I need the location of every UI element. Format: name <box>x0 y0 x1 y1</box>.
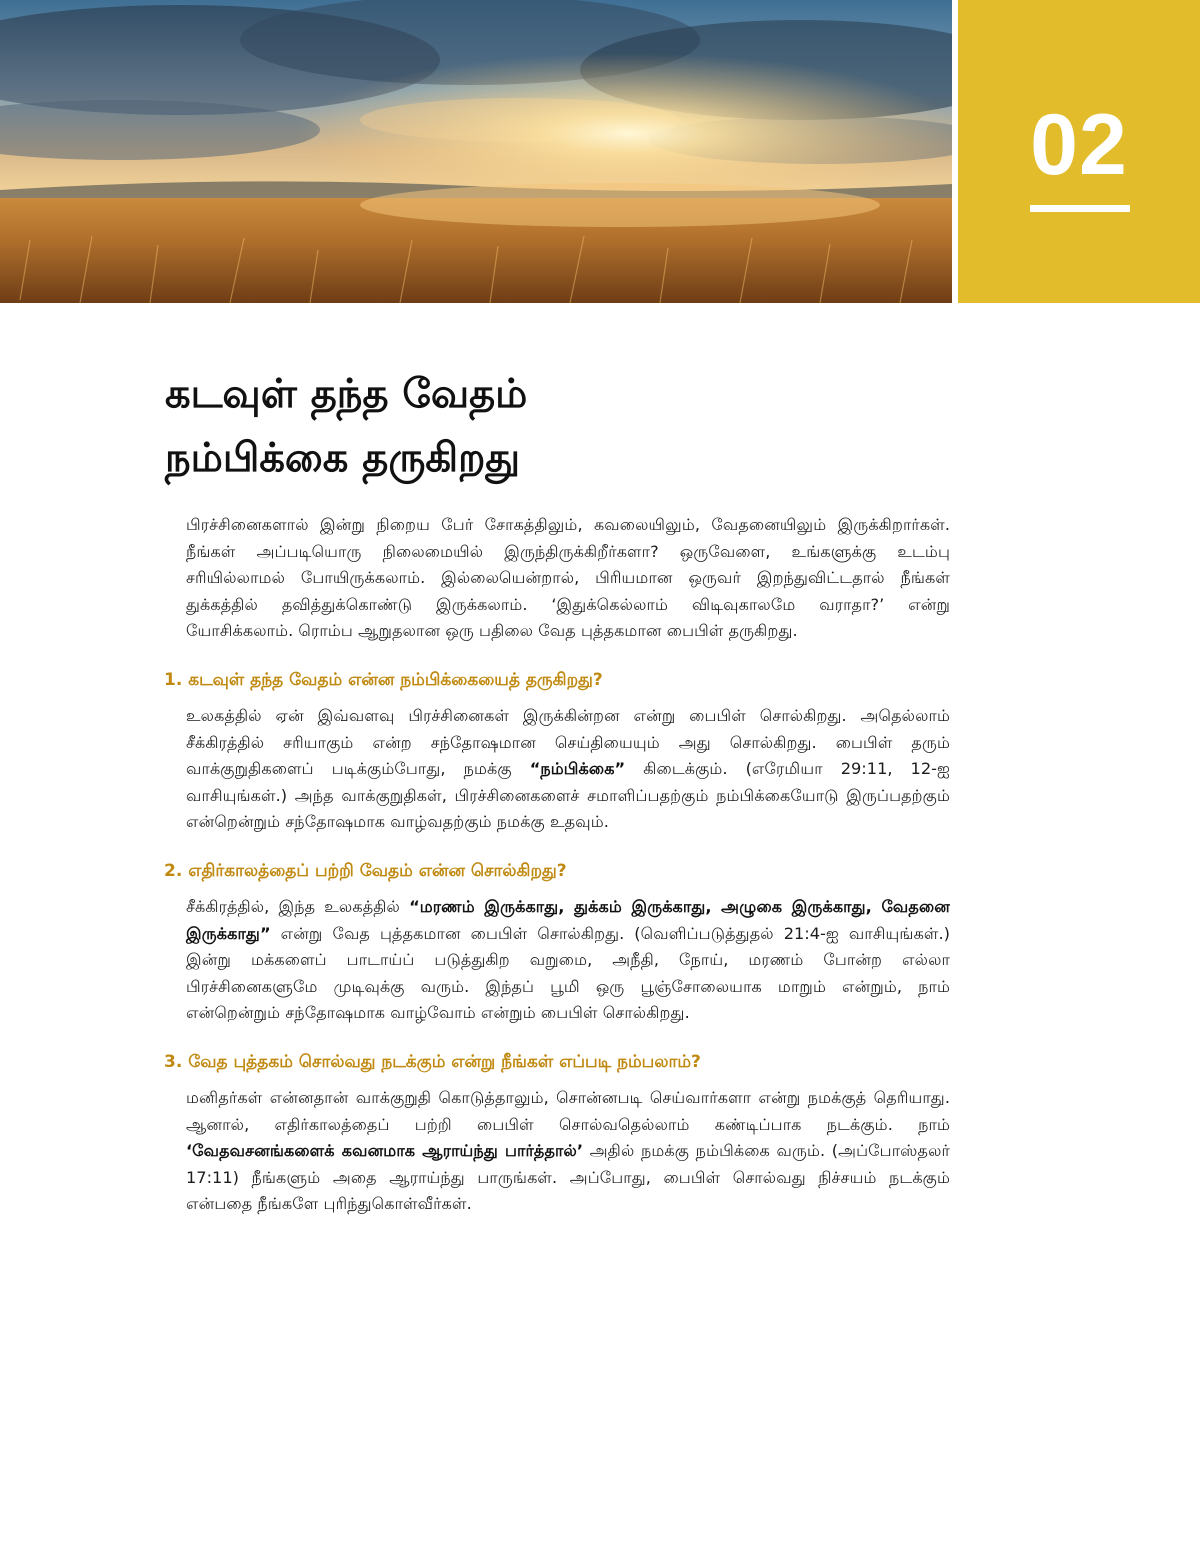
chapter-number: 02 <box>1030 97 1128 193</box>
page-title <box>165 362 925 490</box>
hero-image-wheat-field-sunset <box>0 0 952 303</box>
section-1-body: உலகத்தில் ஏன் இவ்வளவு பிரச்சினைகள் இருக்கின்றன என்று பைபிள் சொல்கிறது. அதெல்லாம் சீக்கிரத்தில் சரியாகும் என்ற சந்தோஷமான செய்தியையும் அது சொல்கிறது. பைபிள் தரும் வாக்குறுதிகளைப் படிக்கும்போது, நமக்கு “நம்பிக்கை” கிடைக்கும். (எரேமியா 29:11, 12-ஐ வாசியுங்கள்.) அந்த வாக்குறுதிகள், பிரச்சினைகளைச் சமாளிப்பதற்கும் நம்பிக்கையோடு இருப்பதற்கும் என்றென்றும் சந்தோஷமாக வாழ்வதற்கும் நமக்கு உதவும். <box>186 705 950 832</box>
section-2-heading: 2. எதிர்காலத்தைப் பற்றி வேதம் என்ன சொல்கிறது? <box>164 860 567 881</box>
chapter-underline <box>1030 205 1130 212</box>
section-3-body: மனிதர்கள் என்னதான் வாக்குறுதி கொடுத்தாலும், சொன்னபடி செய்வார்களா என்று நமக்குத் தெரியாது. ஆனால், எதிர்காலத்தைப் பற்றி பைபிள் சொல்வதெல்லாம் கண்டிப்பாக நடக்கும். நாம் ‘வேதவசனங்களைக் கவனமாக ஆராய்ந்து பார்த்தால்’ அதில் நமக்கு நம்பிக்கை வரும். (அப்போஸ்தலர் 17:11) நீங்களும் அதை ஆராய்ந்து பாருங்கள். அப்போது, பைபிள் சொல்வது நிச்சயம் நடக்கும் என்பதை நீங்களே புரிந்துகொள்வீர்கள். <box>186 1087 950 1214</box>
section-3-heading: 3. வேத புத்தகம் சொல்வது நடக்கும் என்று நீங்கள் எப்படி நம்பலாம்? <box>164 1051 701 1072</box>
section-1-heading: 1. கடவுள் தந்த வேதம் என்ன நம்பிக்கையைத் தருகிறது? <box>164 669 603 690</box>
chapter-badge <box>958 0 1200 303</box>
intro-paragraph: பிரச்சினைகளால் இன்று நிறைய பேர் சோகத்திலும், கவலையிலும், வேதனையிலும் இருக்கிறார்கள். நீங்கள் அப்படியொரு நிலைமையில் இருந்திருக்கிறீர்களா? ஒருவேளை, உங்களுக்கு உடம்பு சரியில்லாமல் போயிருக்கலாம். இல்லையென்றால், பிரியமான ஒருவர் இறந்துவிட்டதால் நீங்கள் துக்கத்தில் தவித்துக்கொண்டு இருக்கலாம். ‘இதுக்கெல்லாம் விடிவுகாலமே வராதா?’ என்று யோசிக்கலாம். ரொம்ப ஆறுதலான ஒரு பதிலை வேத புத்தகமான பைபிள் தருகிறது. <box>186 515 950 641</box>
section-2-body: சீக்கிரத்தில், இந்த உலகத்தில் “மரணம் இருக்காது, துக்கம் இருக்காது, அழுகை இருக்காது, வேதனை இருக்காது” என்று வேத புத்தகமான பைபிள் சொல்கிறது. (வெளிப்படுத்துதல் 21:4-ஐ வாசியுங்கள்.) இன்று மக்களைப் பாடாய்ப் படுத்துகிற வறுமை, அநீதி, நோய், மரணம் போன்ற எல்லா பிரச்சினைகளுமே முடிவுக்கு வரும். இந்தப் பூமி ஒரு பூஞ்சோலையாக மாறும் என்றும், நாம் என்றென்றும் சந்தோஷமாக வாழ்வோம் என்றும் பைபிள் சொல்கிறது. <box>186 896 950 1023</box>
title-line-1: கடவுள் தந்த வேதம் <box>165 371 528 417</box>
main-content <box>164 512 950 1218</box>
emphasis-text: “நம்பிக்கை” <box>529 759 626 779</box>
emphasis-text: “மரணம் இருக்காது, துக்கம் இருக்காது, அழுகை இருக்காது, வேதனை இருக்காது” <box>186 896 950 943</box>
title-line-2: நம்பிக்கை தருகிறது <box>165 435 521 481</box>
emphasis-text: ‘வேதவசனங்களைக் கவனமாக ஆராய்ந்து பார்த்தால்’ <box>186 1141 584 1161</box>
